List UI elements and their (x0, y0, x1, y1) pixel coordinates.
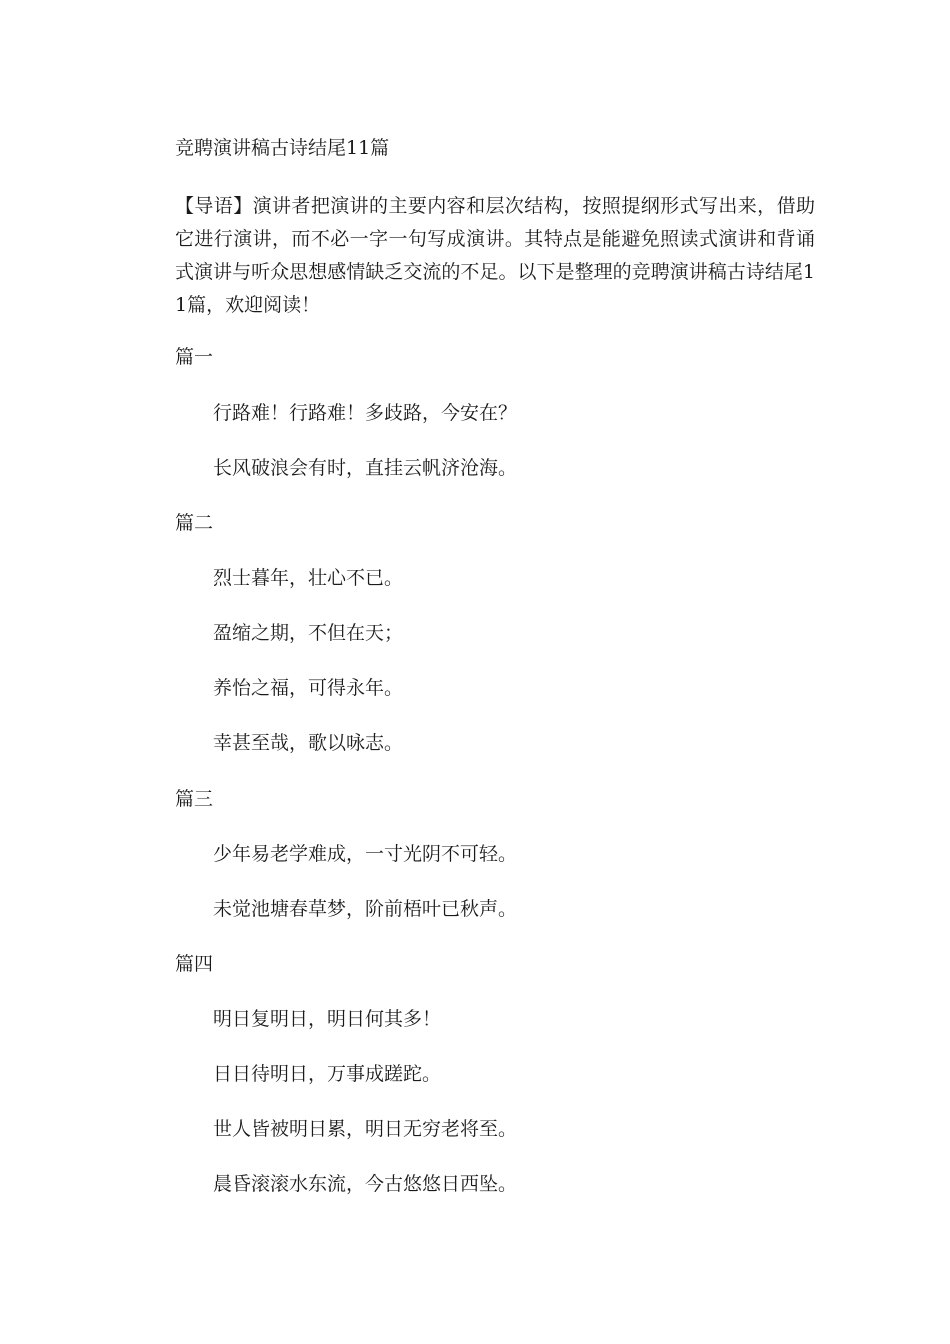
verse-line: 少年易老学难成，一寸光阴不可轻。 (213, 843, 518, 865)
verse-line: 烈士暮年，壮心不已。 (213, 567, 404, 589)
verse-line: 行路难！行路难！多歧路，今安在？ (213, 402, 518, 424)
section-heading-1: 篇一 (175, 346, 214, 368)
intro-paragraph: 【导语】演讲者把演讲的主要内容和层次结构，按照提纲形式写出来，借助它进行演讲，而不必一字一句写成演讲。其特点是能避免照读式演讲和背诵式演讲与听众思想感情缺乏交流的不足。以下是整理的竞聘演讲稿古诗结尾11篇，欢迎阅读！ (175, 195, 815, 316)
verse-line: 盈缩之期，不但在天； (213, 622, 404, 644)
verse-line: 长风破浪会有时，直挂云帆济沧海。 (213, 457, 518, 479)
verse-line: 明日复明日，明日何其多！ (213, 1008, 442, 1030)
verse-line: 未觉池塘春草梦，阶前梧叶已秋声。 (213, 898, 518, 920)
verse-line: 晨昏滚滚水东流，今古悠悠日西坠。 (213, 1173, 518, 1195)
section-heading-4: 篇四 (175, 953, 214, 975)
verse-line: 幸甚至哉，歌以咏志。 (213, 732, 404, 754)
document-title: 竞聘演讲稿古诗结尾11篇 (175, 137, 390, 159)
section-heading-2: 篇二 (175, 512, 214, 534)
verse-line: 养怡之福，可得永年。 (213, 677, 404, 699)
section-heading-3: 篇三 (175, 788, 214, 810)
verse-line: 日日待明日，万事成蹉跎。 (213, 1063, 442, 1085)
verse-line: 世人皆被明日累，明日无穷老将至。 (213, 1118, 518, 1140)
